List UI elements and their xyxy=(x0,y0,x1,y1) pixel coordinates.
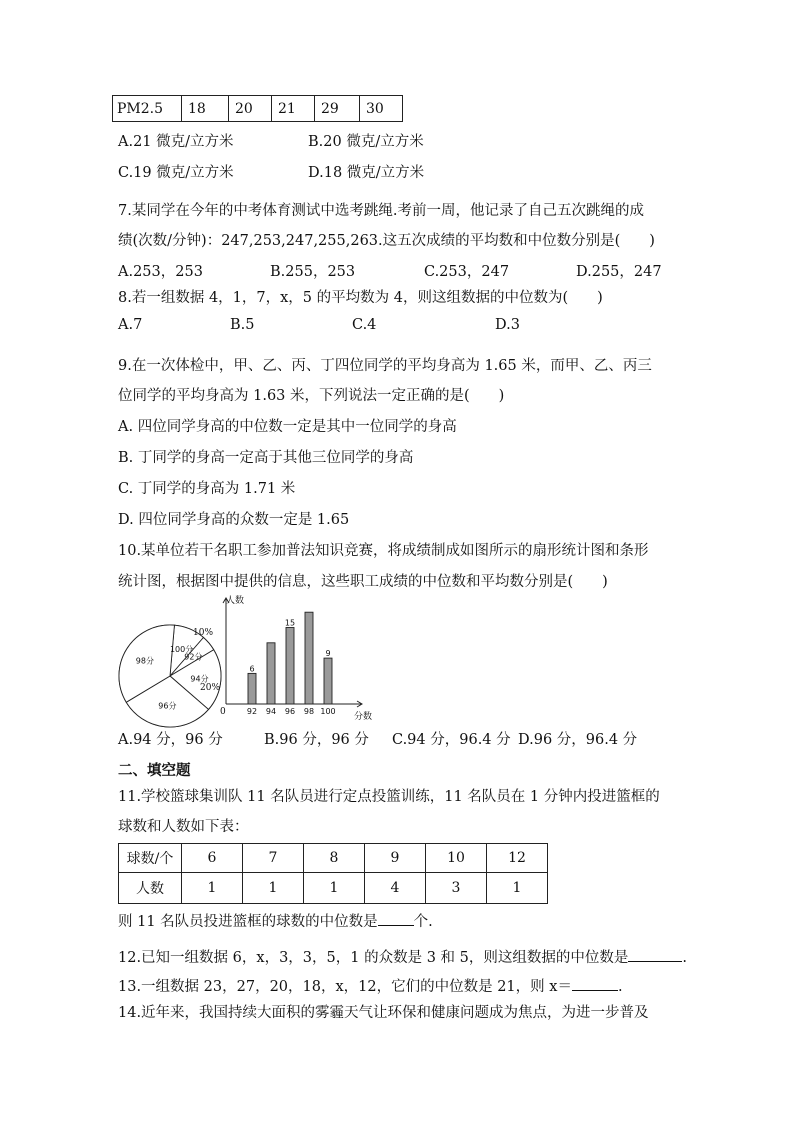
q11-cell: 7 xyxy=(243,844,304,873)
bar xyxy=(324,658,332,704)
bar-y-label: 人数 xyxy=(226,596,245,606)
q11-line-1: 11.学校篮球集训队 11 名队员进行定点投篮训练，11 名队员在 1 分钟内投进篮框的 xyxy=(118,789,660,805)
q11-line-2: 球数和人数如下表： xyxy=(118,819,249,835)
q9-line-2: 位同学的平均身高为 1.63 米，下列说法一定正确的是( ) xyxy=(118,388,505,404)
bar-x-tick-label: 92 xyxy=(246,707,258,716)
pie-slice-label: 98分 xyxy=(135,656,154,666)
q11-answer-line xyxy=(118,910,433,931)
pie-slice-label: 94分 xyxy=(190,674,209,684)
section-title: 二、填空题 xyxy=(118,762,191,779)
q8-option-a: A.7 xyxy=(118,317,143,333)
q12-post: . xyxy=(682,950,687,966)
bar-x-tick-label: 98 xyxy=(303,707,315,716)
q10-line-1: 10.某单位若干名职工参加普法知识竞赛，将成绩制成如图所示的扇形统计图和条形 xyxy=(118,543,649,559)
q10-option-d: D.96 分，96.4 分 xyxy=(518,732,638,748)
q11-cell: 1 xyxy=(304,873,365,904)
bar xyxy=(286,628,294,705)
bar-value-label: 6 xyxy=(249,664,255,674)
q10-option-c: C.94 分，96.4 分 xyxy=(392,732,511,748)
q12-answer-blank[interactable] xyxy=(628,947,682,962)
q10-option-a: A.94 分，96 分 xyxy=(118,732,223,748)
q11-cell: 9 xyxy=(365,844,426,873)
pm25-value: 21 xyxy=(272,96,315,122)
q8-option-d: D.3 xyxy=(495,317,520,333)
q8-option-b: B.5 xyxy=(230,317,255,333)
q7-option-d: D.255，247 xyxy=(576,264,662,280)
bar-value-label: 9 xyxy=(325,649,331,659)
bar-x-label: 分数 xyxy=(354,712,373,722)
q11-cell: 3 xyxy=(426,873,487,904)
bar-chart xyxy=(214,592,374,717)
bar-x-tick-label: 100 xyxy=(320,707,336,716)
pie-percent-label-100: 10% xyxy=(193,628,214,638)
q6-option-d: D.18 微克/立方米 xyxy=(308,165,425,181)
pm25-value: 20 xyxy=(229,96,272,122)
q11-cell: 1 xyxy=(182,873,243,904)
q7-line-1: 7.某同学在今年的中考体育测试中选考跳绳.考前一周，他记录了自己五次跳绳的成 xyxy=(118,203,644,219)
q11-table xyxy=(118,843,548,904)
q8-line: 8.若一组数据 4，1，7，x，5 的平均数为 4，则这组数据的中位数为( ) xyxy=(118,290,603,306)
bar-x-tick-label: 94 xyxy=(265,707,277,716)
bar-x-tick-label: 96 xyxy=(284,707,296,716)
q9-option-d: D. 四位同学身高的众数一定是 1.65 xyxy=(118,512,350,528)
bar xyxy=(305,612,313,704)
q12-line xyxy=(118,946,687,967)
q7-option-a: A.253，253 xyxy=(118,264,203,280)
pm25-label: PM2.5 xyxy=(113,96,182,122)
q6-option-b: B.20 微克/立方米 xyxy=(308,134,424,150)
q8-option-c: C.4 xyxy=(352,317,377,333)
q13-post: . xyxy=(617,979,623,995)
q11-cell: 1 xyxy=(487,873,548,904)
q6-option-c: C.19 微克/立方米 xyxy=(118,165,234,181)
q13-text: 13.一组数据 23，27，20，18，x，12，它们的中位数是 21，则 x＝ xyxy=(118,979,572,995)
bar-value-label: 15 xyxy=(284,618,296,628)
q9-line-1: 9.在一次体检中，甲、乙、丙、丁四位同学的平均身高为 1.65 米，而甲、乙、丙三 xyxy=(118,358,652,374)
pie-percent-label-94: 20% xyxy=(200,683,221,693)
q11-row1-label: 球数/个 xyxy=(119,844,182,873)
q12-text: 12.已知一组数据 6，x，3，3，5，1 的众数是 3 和 5，则这组数据的中位数是 xyxy=(118,950,629,966)
pie-slice-label: 92分 xyxy=(184,652,203,662)
bar xyxy=(267,643,275,704)
pie-slice-label: 96分 xyxy=(158,701,177,711)
q7-option-c: C.253，247 xyxy=(424,264,510,280)
q11-answer-pre: 则 11 名队员投进篮框的球数的中位数是 xyxy=(118,914,378,930)
q11-cell: 6 xyxy=(182,844,243,873)
q9-option-b: B. 丁同学的身高一定高于其他三位同学的身高 xyxy=(118,450,414,466)
pm25-value: 29 xyxy=(315,96,360,122)
q11-answer-post: 个. xyxy=(413,914,433,930)
q9-option-c: C. 丁同学的身高为 1.71 米 xyxy=(118,481,296,497)
pm25-value: 30 xyxy=(360,96,403,122)
pie-chart xyxy=(116,622,226,732)
q11-cell: 4 xyxy=(365,873,426,904)
q6-option-a: A.21 微克/立方米 xyxy=(118,134,234,150)
q9-option-a: A. 四位同学身高的中位数一定是其中一位同学的身高 xyxy=(118,419,457,435)
q11-answer-blank[interactable] xyxy=(378,911,414,926)
q10-option-b: B.96 分，96 分 xyxy=(264,732,369,748)
bar-origin-label: 0 xyxy=(220,707,226,717)
q10-line-2: 统计图，根据图中提供的信息，这些职工成绩的中位数和平均数分别是( ) xyxy=(118,574,608,590)
q11-cell: 10 xyxy=(426,844,487,873)
bar xyxy=(248,673,256,704)
q11-cell: 8 xyxy=(304,844,365,873)
q11-cell: 12 xyxy=(487,844,548,873)
pm25-value: 18 xyxy=(182,96,229,122)
q14-line: 14.近年来，我国持续大面积的雾霾天气让环保和健康问题成为焦点，为进一步普及 xyxy=(118,1005,649,1021)
pm25-table xyxy=(112,95,403,122)
q11-cell: 1 xyxy=(243,873,304,904)
q7-option-b: B.255，253 xyxy=(270,264,356,280)
q13-answer-blank[interactable] xyxy=(572,976,618,991)
q7-line-2: 绩(次数/分钟)：247,253,247,255,263.这五次成绩的平均数和中位数分别是( ) xyxy=(118,233,655,249)
pie-slice-label: 100分 xyxy=(169,644,194,654)
q13-line xyxy=(118,975,623,996)
q11-row2-label: 人数 xyxy=(119,873,182,904)
